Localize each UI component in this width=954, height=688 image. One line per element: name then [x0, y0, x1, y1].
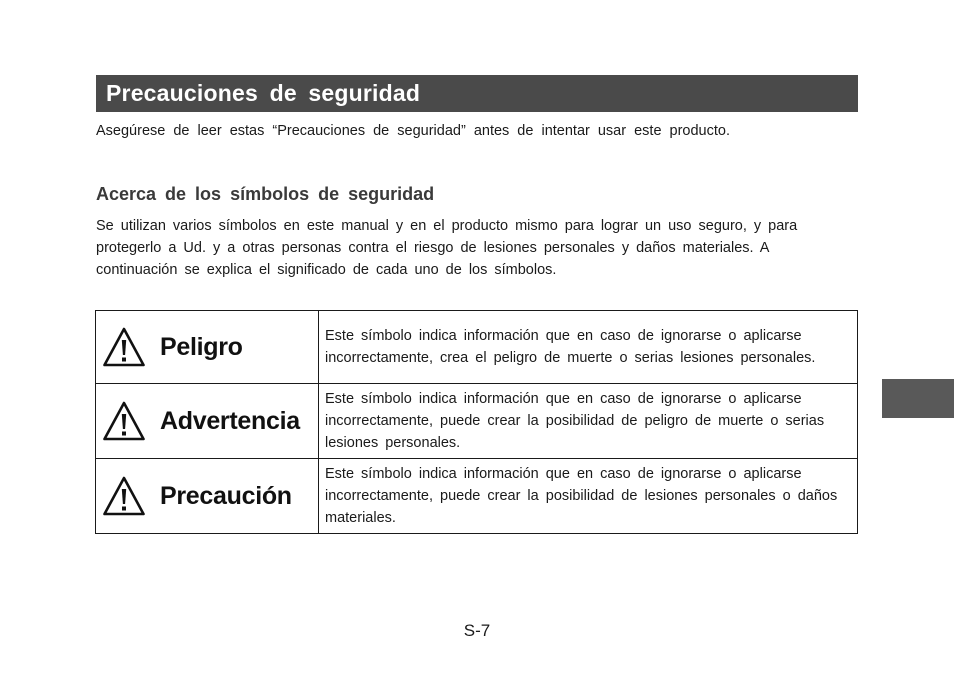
chapter-side-tab: [882, 379, 954, 418]
symbol-label-warning: Advertencia: [160, 406, 300, 435]
page-number: S-7: [463, 621, 491, 640]
symbol-label-cell: [96, 384, 319, 459]
table-row: [96, 459, 858, 534]
symbol-description-warning: Este símbolo indica información que en caso de ignorarse o aplicarse incorrectamente, puede crear la posibilidad de peligro de muerte o serias lesiones personales.: [319, 384, 858, 459]
table-row: [96, 384, 858, 459]
symbol-label-caution: Precaución: [160, 481, 292, 510]
symbol-description-danger: Este símbolo indica información que en caso de ignorarse o aplicarse incorrectamente, crea el peligro de muerte o serias lesiones personales.: [319, 311, 858, 384]
warning-triangle-icon: [102, 326, 146, 368]
symbol-label-danger: Peligro: [160, 332, 243, 361]
subsection-heading: Acerca de los símbolos de seguridad: [96, 184, 435, 204]
page-title: Precauciones de seguridad: [106, 80, 421, 106]
symbol-label-cell: [96, 459, 319, 534]
symbol-description-caution: Este símbolo indica información que en caso de ignorarse o aplicarse incorrectamente, puede crear la posibilidad de lesiones personales o daños materiales.: [319, 459, 858, 534]
description-paragraph: Se utilizan varios símbolos en este manual y en el producto mismo para lograr un uso seguro, y para protegerlo a Ud. y a otras personas contra el riesgo de lesiones personales y daños materiales. A continuación se explica el significado de cada uno de los símbolos.: [96, 218, 798, 278]
section-title-bar: [96, 75, 858, 112]
symbol-label-cell: [96, 311, 319, 384]
warning-triangle-icon: [102, 475, 146, 517]
intro-paragraph: Asegúrese de leer estas “Precauciones de seguridad” antes de intentar usar este producto.: [96, 123, 730, 139]
safety-symbols-table: [95, 310, 858, 534]
warning-triangle-icon: [102, 400, 146, 442]
table-row: [96, 311, 858, 384]
